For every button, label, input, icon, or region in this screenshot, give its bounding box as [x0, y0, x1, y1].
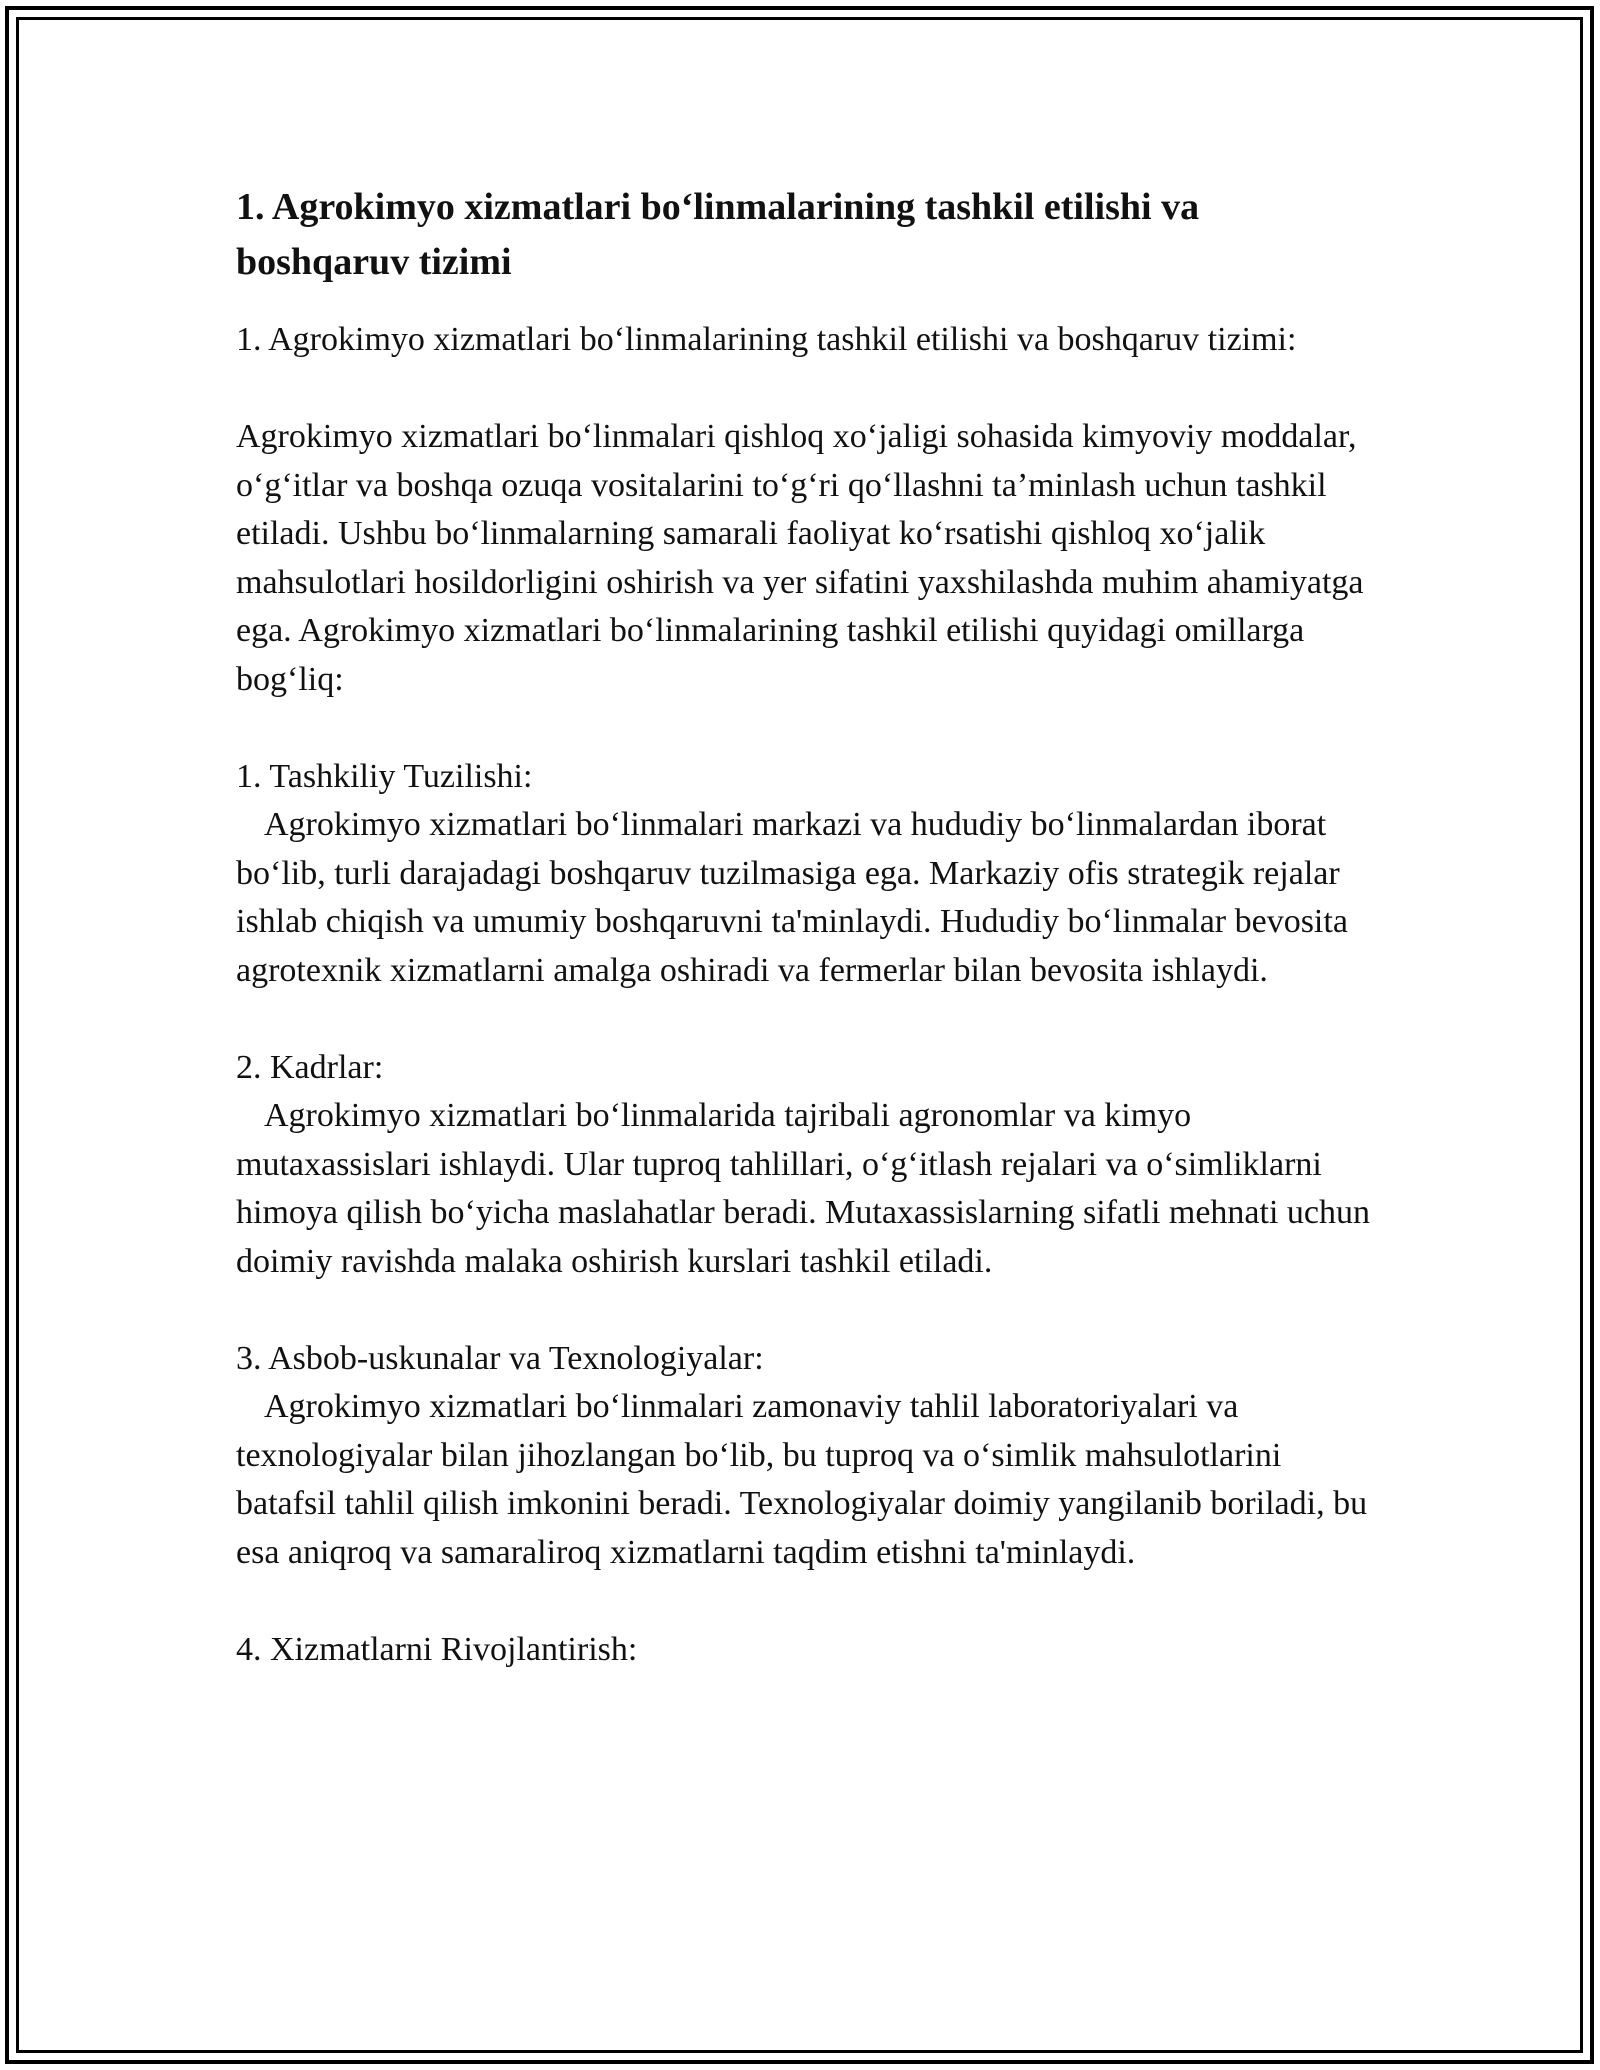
section-text-tashkiliy: Agrokimyo xizmatlari bo‘linmalari markazi va hududiy bo‘linmalardan iborat bo‘lib, turli darajadagi boshqaruv tuzilmasiga ega. Markaziy ofis strategik rejalar ishlab chiqish va umumiy boshqaruvni ta'minlaydi. Hududiy bo‘linmalar bevosita agrotexnik xizmatlarni amalga oshiradi va fermerlar bilan bevosita ishlaydi.: [236, 806, 1348, 989]
document-title: 1. Agrokimyo xizmatlari bo‘linmalarining tashkil etilishi va boshqaruv tizimi: [236, 186, 1200, 283]
paragraph-gap: [236, 365, 1376, 414]
paragraph-gap: [236, 1577, 1376, 1626]
document-body: [236, 180, 1376, 1674]
intro-heading: 1. Agrokimyo xizmatlari bo‘linmalarining tashkil etilishi va boshqaruv tizimi:: [236, 321, 1297, 358]
paragraph-gap: [236, 1286, 1376, 1335]
intro-paragraph: Agrokimyo xizmatlari bo‘linmalari qishloq xo‘jaligi sohasida kimyoviy moddalar, o‘g‘itlar va boshqa ozuqa vositalarini to‘g‘ri qo‘llashni ta’minlash uchun tashkil etiladi. Ushbu bo‘linmalarning samarali faoliyat ko‘rsatishi qishloq xo‘jalik mahsulotlari hosildorligini oshirish va yer sifatini yaxshilashda muhim ahamiyatga ega. Agrokimyo xizmatlari bo‘linmalarining tashkil etilishi quyidagi omillarga bog‘liq:: [236, 418, 1364, 698]
section-heading-asbob: 3. Asbob-uskunalar va Texnologiyalar:: [236, 1339, 764, 1377]
paragraph-gap: [236, 704, 1376, 753]
section-heading-rivojlantirish: 4. Xizmatlarni Rivojlantirish:: [236, 1630, 638, 1668]
paragraph-gap: [236, 995, 1376, 1044]
section-text-kadrlar: Agrokimyo xizmatlari bo‘linmalarida tajribali agronomlar va kimyo mutaxassislari ishlaydi. Ular tuproq tahlillari, o‘g‘itlash rejalari va o‘simliklarni himoya qilish bo‘yicha maslahatlar beradi. Mutaxassislarning sifatli mehnati uchun doimiy ravishda malaka oshirish kurslari tashkil etiladi.: [236, 1097, 1371, 1280]
section-heading-tashkiliy: 1. Tashkiliy Tuzilishi:: [236, 757, 533, 795]
section-heading-kadrlar: 2. Kadrlar:: [236, 1048, 384, 1086]
section-text-asbob: Agrokimyo xizmatlari bo‘linmalari zamonaviy tahlil laboratoriyalari va texnologiyalar bilan jihozlangan bo‘lib, bu tuproq va o‘simlik mahsulotlarini batafsil tahlil qilish imkonini beradi. Texnologiyalar doimiy yangilanib boriladi, bu esa aniqroq va samaraliroq xizmatlarni taqdim etishni ta'minlaydi.: [236, 1388, 1368, 1571]
